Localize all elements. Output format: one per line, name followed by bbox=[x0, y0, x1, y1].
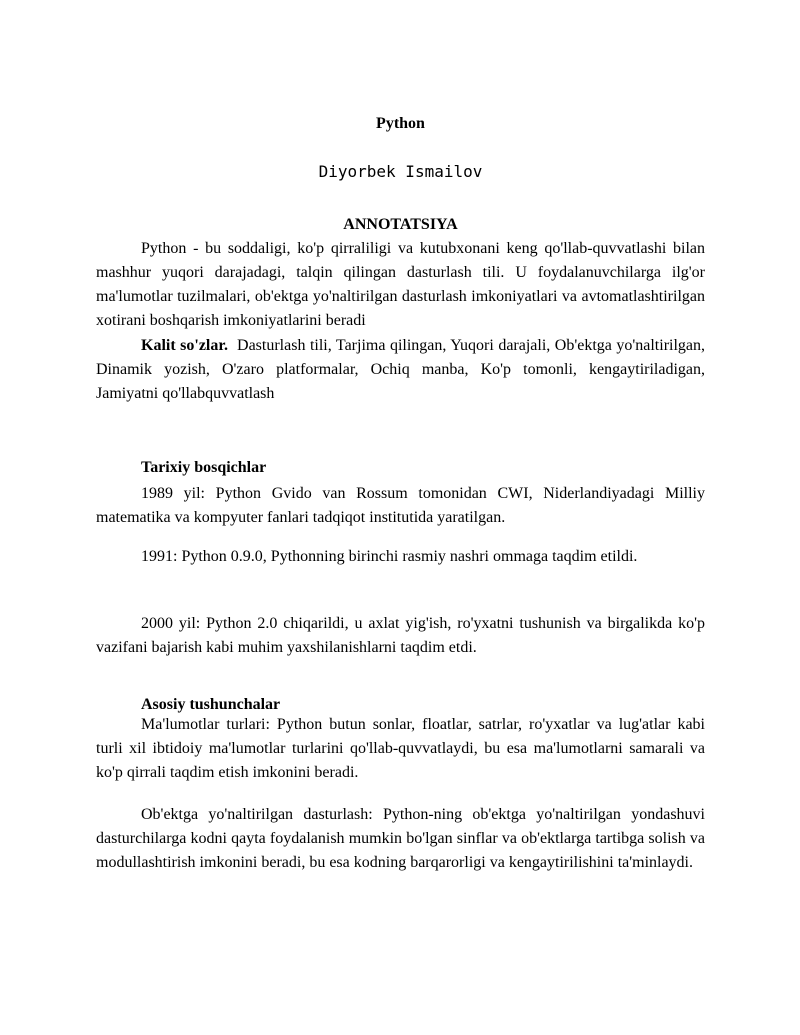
concepts-item: Ma'lumotlar turlari: Python butun sonlar, floatlar, satrlar, ro'yxatlar va lug'atlar kabi turli xil ibtidoiy ma'lumotlar turlarini qo'llab-quvvatlaydi, bu esa ma'lumotlarni samarali va ko'p qirrali taqdim etish imkonini beradi. bbox=[96, 716, 705, 781]
history-item: 1991: Python 0.9.0, Pythonning birinchi rasmiy nashri ommaga taqdim etildi. bbox=[141, 548, 638, 565]
keywords-label: Kalit so'zlar. bbox=[141, 337, 229, 354]
keywords-text: Dasturlash tili, Tarjima qilingan, Yuqori darajali, Ob'ektga yo'naltirilgan, Dinamik yozish, O'zaro platformalar, Ochiq manba, Ko'p tomonli, kengaytiriladigan, Jamiyatni qo'llabquvvatlash bbox=[96, 337, 706, 402]
author-name: Diyorbek Ismailov bbox=[318, 162, 483, 181]
history-heading: Tarixiy bosqichlar bbox=[141, 459, 267, 476]
concepts-item: Ob'ektga yo'naltirilgan dasturlash: Python-ning ob'ektga yo'naltirilgan yondashuvi dasturchilarga kodni qayta foydalanish mumkin bo'lgan sinflar va ob'ektlarga tartibga solish va modullashtirish imkonini beradi, bu esa kodning barqarorligi va kengaytirilishini ta'minlaydi. bbox=[96, 806, 705, 871]
history-item: 1989 yil: Python Gvido van Rossum tomonidan CWI, Niderlandiyadagi Milliy matematika va kompyuter fanlari tadqiqot institutida yaratilgan. bbox=[96, 485, 705, 526]
concepts-heading: Asosiy tushunchalar bbox=[141, 696, 281, 713]
history-item: 2000 yil: Python 2.0 chiqarildi, u axlat yig'ish, ro'yxatni tushunish va birgalikda ko'p vazifani bajarish kabi muhim yaxshilanishlarni taqdim etdi. bbox=[96, 615, 705, 656]
abstract-heading: ANNOTATSIYA bbox=[343, 216, 458, 233]
document-title: Python bbox=[376, 115, 425, 132]
abstract-paragraph: Python - bu soddaligi, ko'p qirraliligi va kutubxonani keng qo'llab-quvvatlashi bilan mashhur yuqori darajadagi, talqin qilingan dasturlash tili. U foydalanuvchilarga ilg'or ma'lumotlar tuzilmalari, ob'ektga yo'naltirilgan dasturlash imkoniyatlari va avtomatlashtirilgan xotirani boshqarish imkoniyatlarini beradi bbox=[96, 240, 705, 329]
keywords-paragraph bbox=[96, 334, 705, 406]
